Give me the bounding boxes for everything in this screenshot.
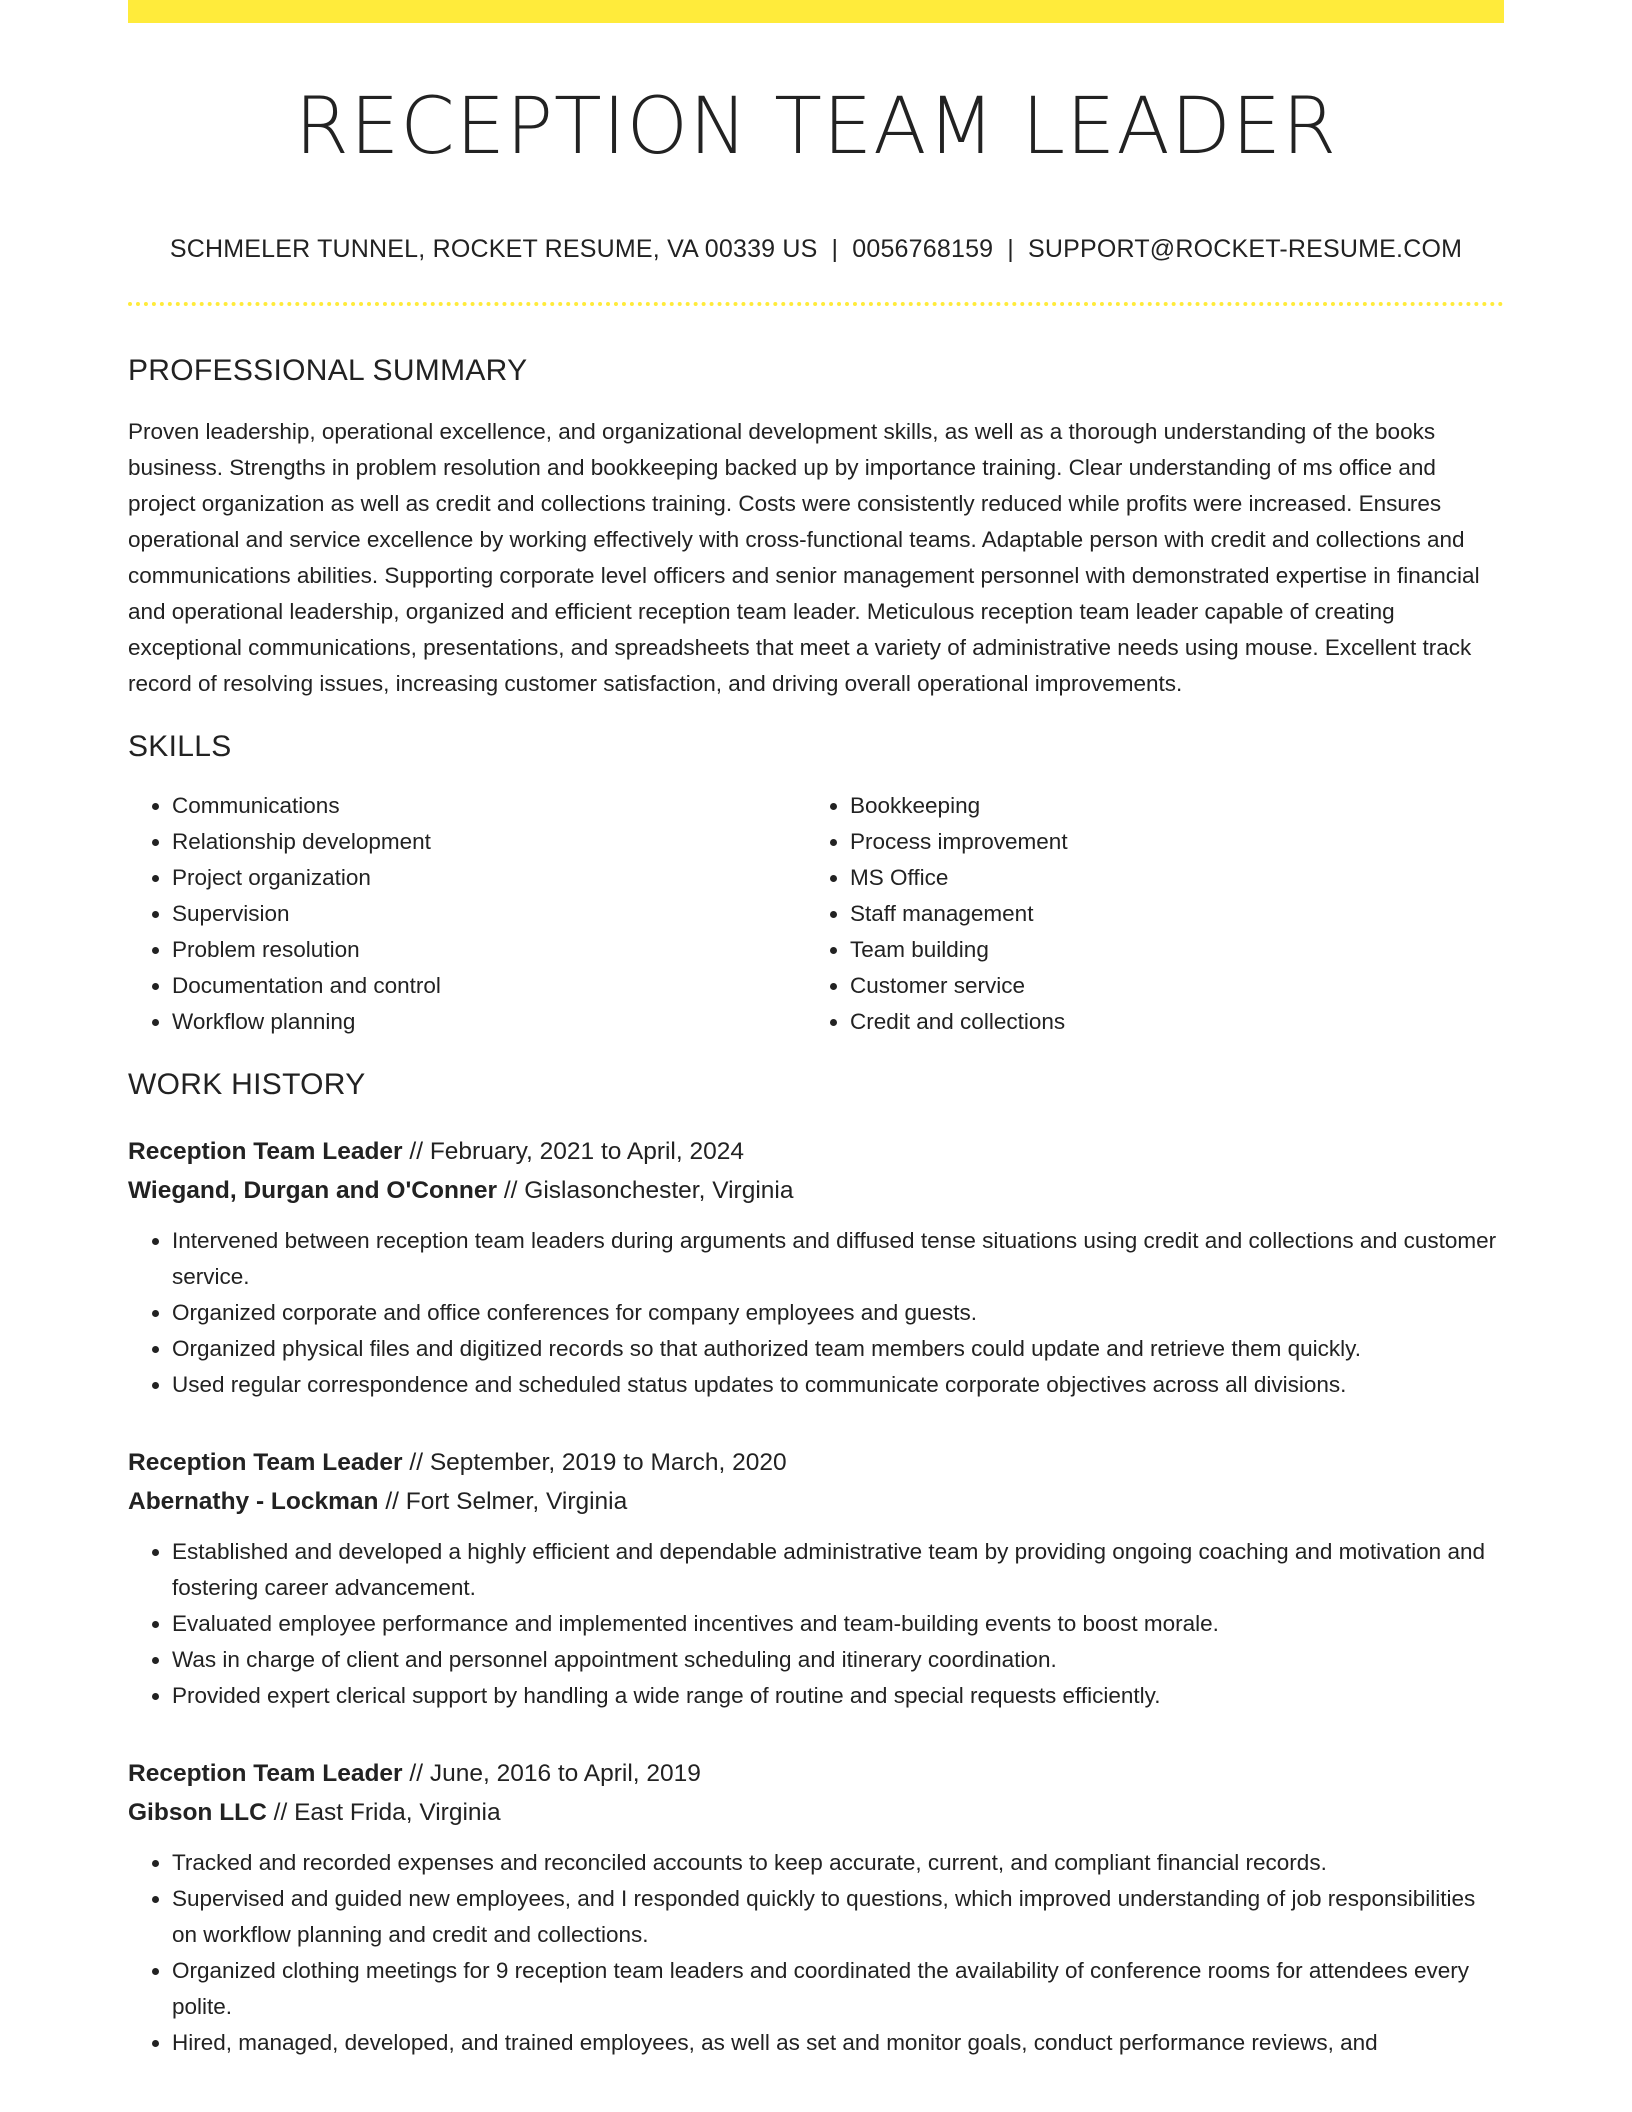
- job-bullet: • Was in charge of client and personnel appointment scheduling and itinerary coordination.: [172, 1642, 1504, 1678]
- job-bullet: • Organized clothing meetings for 9 reception team leaders and coordinated the availability of conference rooms for attendees every polite.: [172, 1953, 1504, 2025]
- skill-item: • Communications: [172, 788, 806, 824]
- skill-item: • Project organization: [172, 860, 806, 896]
- job-separator: //: [409, 1137, 424, 1165]
- job-separator: //: [273, 1798, 288, 1826]
- job-bullet: • Provided expert clerical support by handling a wide range of routine and special requests efficiently.: [172, 1678, 1504, 1714]
- job-company-line: [128, 1171, 1504, 1210]
- job-bullet: • Intervened between reception team leaders during arguments and diffused tense situations using credit and collections and customer service.: [172, 1223, 1504, 1295]
- job-dates: September, 2019 to March, 2020: [429, 1448, 787, 1476]
- job-bullet: • Established and developed a highly efficient and dependable administrative team by providing ongoing coaching and motivation and fostering career advancement.: [172, 1534, 1504, 1606]
- skill-item: • Staff management: [850, 896, 1484, 932]
- resume-title: RECEPTION TEAM LEADER: [294, 82, 1338, 172]
- skill-item: • Bookkeeping: [850, 788, 1484, 824]
- job-company: Wiegand, Durgan and O'Conner: [128, 1176, 498, 1204]
- job-separator: //: [385, 1487, 399, 1515]
- job-bullet: • Hired, managed, developed, and trained employees, as well as set and monitor goals, conduct performance reviews, and: [172, 2025, 1504, 2061]
- skill-item: • Problem resolution: [172, 932, 806, 968]
- job-role-line: [128, 1443, 1504, 1482]
- job-bullets: [128, 1223, 1504, 1403]
- job-separator: //: [409, 1759, 424, 1787]
- skills-column-right: [806, 788, 1484, 1040]
- job-dates: June, 2016 to April, 2019: [429, 1759, 701, 1787]
- job-role: Reception Team Leader: [128, 1448, 403, 1476]
- section-title-summary: PROFESSIONAL SUMMARY: [128, 353, 528, 387]
- job-bullet: • Tracked and recorded expenses and reconciled accounts to keep accurate, current, and compliant financial records.: [172, 1845, 1504, 1881]
- skill-item: • Credit and collections: [850, 1004, 1484, 1040]
- contact-phone: 0056768159: [852, 234, 994, 263]
- skill-item: • Relationship development: [172, 824, 806, 860]
- job-entry: [128, 1443, 1504, 1714]
- skill-item: • Workflow planning: [172, 1004, 806, 1040]
- job-role: Reception Team Leader: [128, 1759, 403, 1787]
- job-company: Gibson LLC: [128, 1798, 267, 1826]
- job-separator: //: [409, 1448, 424, 1476]
- top-accent-bar: [128, 0, 1504, 23]
- job-bullet: • Organized corporate and office conferences for company employees and guests.: [172, 1295, 1504, 1331]
- skill-item: • MS Office: [850, 860, 1484, 896]
- skills-list: [128, 788, 1504, 1040]
- job-bullet: • Organized physical files and digitized records so that authorized team members could update and retrieve them quickly.: [172, 1331, 1504, 1367]
- skill-item: • Documentation and control: [172, 968, 806, 1004]
- job-company-line: [128, 1793, 1504, 1832]
- job-company-line: [128, 1482, 1504, 1521]
- job-dates: February, 2021 to April, 2024: [429, 1137, 744, 1165]
- dotted-divider: [128, 302, 1504, 306]
- job-entry: [128, 1132, 1504, 1403]
- contact-email[interactable]: SUPPORT@ROCKET-RESUME.COM: [1028, 234, 1463, 263]
- job-location: East Frida, Virginia: [294, 1798, 501, 1826]
- skills-column-left: [128, 788, 806, 1040]
- job-entry: [128, 1754, 1504, 2061]
- section-title-work-history: WORK HISTORY: [128, 1067, 366, 1101]
- job-bullets: [128, 1534, 1504, 1714]
- contact-address: SCHMELER TUNNEL, ROCKET RESUME, VA 00339 US: [169, 234, 818, 263]
- job-location: Gislasonchester, Virginia: [524, 1176, 794, 1204]
- skill-item: • Customer service: [850, 968, 1484, 1004]
- job-bullet: • Evaluated employee performance and implemented incentives and team-building events to boost morale.: [172, 1606, 1504, 1642]
- section-title-skills: SKILLS: [128, 729, 232, 763]
- job-role: Reception Team Leader: [128, 1137, 403, 1165]
- job-location: Fort Selmer, Virginia: [405, 1487, 628, 1515]
- job-company: Abernathy - Lockman: [128, 1487, 379, 1515]
- skill-item: • Process improvement: [850, 824, 1484, 860]
- job-bullets: [128, 1845, 1504, 2061]
- summary-text: Proven leadership, operational excellence, and organizational development skills, as well as a thorough understanding of the books business. Strengths in problem resolution and bookkeeping backed up by importance training. Clear understanding of ms office and project organization as well as credit and collections training. Costs were consistently reduced while profits were increased. Ensures operational and service excellence by working effectively with cross-functional teams. Adaptable person with credit and collections and communications abilities. Supporting corporate level officers and senior management personnel with demonstrated expertise in financial and operational leadership, organized and efficient reception team leader. Meticulous reception team leader capable of creating exceptional communications, presentations, and spreadsheets that meet a variety of administrative needs using mouse. Excellent track record of resolving issues, increasing customer satisfaction, and driving overall operational improvements.: [128, 418, 1480, 696]
- skill-item: • Team building: [850, 932, 1484, 968]
- job-bullet: • Supervised and guided new employees, and I responded quickly to questions, which improved understanding of job responsibilities on workflow planning and credit and collections.: [172, 1881, 1504, 1953]
- contact-separator: |: [831, 234, 839, 263]
- resume-page: [128, 0, 1504, 2061]
- job-separator: //: [503, 1176, 518, 1204]
- job-bullet: • Used regular correspondence and scheduled status updates to communicate corporate objectives across all divisions.: [172, 1367, 1504, 1403]
- skill-item: • Supervision: [172, 896, 806, 932]
- job-role-line: [128, 1754, 1504, 1793]
- contact-separator: |: [1007, 234, 1014, 263]
- contact-line: [128, 235, 1504, 264]
- job-role-line: [128, 1132, 1504, 1171]
